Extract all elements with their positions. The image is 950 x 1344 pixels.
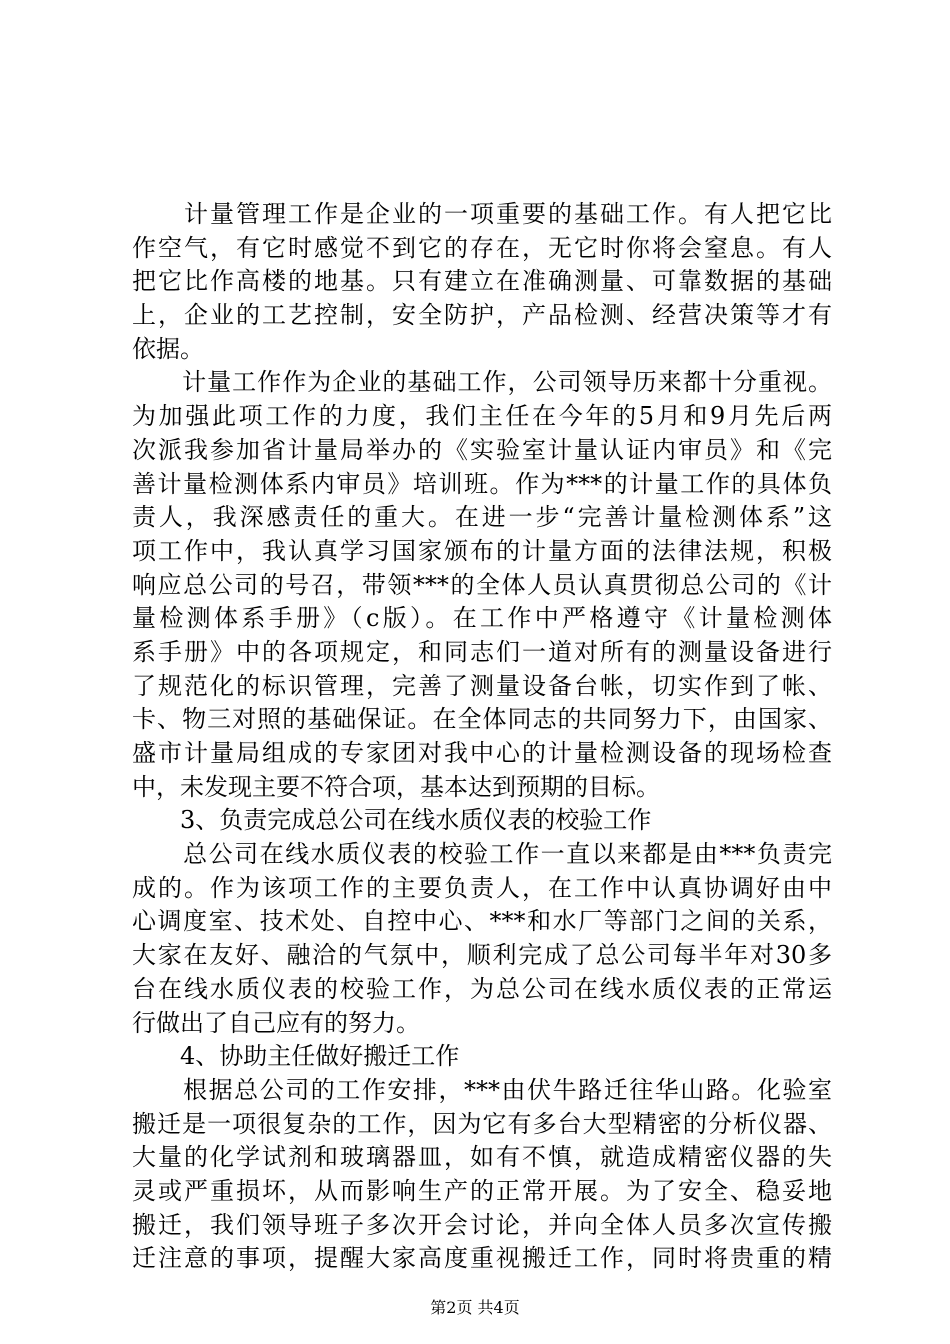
text-line: 行做出了自己应有的努力。 bbox=[132, 1008, 420, 1037]
text-line: 灵或严重损坏，从而影响生产的正常开展。为了安全、稳妥地 bbox=[132, 1176, 832, 1205]
text-line: 量检测体系手册》（c版）。在工作中严格遵守《计量检测体 bbox=[132, 604, 832, 633]
text-line: 为加强此项工作的力度，我们主任在今年的5月和9月先后两 bbox=[132, 402, 832, 431]
text-line: 成的。作为该项工作的主要负责人，在工作中认真协调好由中 bbox=[132, 873, 832, 902]
text-line: 心调度室、技术处、自控中心、***和水厂等部门之间的关系， bbox=[132, 907, 832, 936]
text-line: 中，未发现主要不符合项，基本达到预期的目标。 bbox=[132, 772, 660, 801]
text-line: 把它比作高楼的地基。只有建立在准确测量、可靠数据的基础 bbox=[132, 267, 832, 296]
text-line: 次派我参加省计量局举办的《实验室计量认证内审员》和《完 bbox=[132, 435, 832, 464]
body-text bbox=[132, 198, 832, 1276]
text-line: 善计量检测体系内审员》培训班。作为***的计量工作的具体负 bbox=[132, 469, 832, 498]
text-line: 作空气，有它时感觉不到它的存在，无它时你将会窒息。有人 bbox=[132, 233, 832, 262]
text-line: 大量的化学试剂和玻璃器皿，如有不慎，就造成精密仪器的失 bbox=[132, 1143, 832, 1172]
text-line: 大家在友好、融洽的气氛中，顺利完成了总公司每半年对30多 bbox=[132, 941, 832, 970]
text-line: 迁注意的事项，提醒大家高度重视搬迁工作，同时将贵重的精 bbox=[132, 1244, 832, 1273]
text-line: 搬迁是一项很复杂的工作，因为它有多台大型精密的分析仪器、 bbox=[132, 1109, 832, 1138]
text-line: 了规范化的标识管理，完善了测量设备台帐，切实作到了帐、 bbox=[132, 671, 832, 700]
text-line: 根据总公司的工作安排，***由伏牛路迁往华山路。化验室 bbox=[132, 1075, 832, 1104]
text-line: 依据。 bbox=[132, 334, 204, 363]
text-line: 3、负责完成总公司在线水质仪表的校验工作 bbox=[132, 806, 652, 835]
text-line: 项工作中，我认真学习国家颁布的计量方面的法律法规，积极 bbox=[132, 536, 832, 565]
text-line: 盛市计量局组成的专家团对我中心的计量检测设备的现场检查 bbox=[132, 739, 832, 767]
text-line: 响应总公司的号召，带领***的全体人员认真贯彻总公司的《计 bbox=[132, 570, 832, 599]
text-line: 台在线水质仪表的校验工作，为总公司在线水质仪表的正常运 bbox=[132, 974, 832, 1003]
text-line: 搬迁，我们领导班子多次开会讨论，并向全体人员多次宣传搬 bbox=[132, 1210, 832, 1239]
text-line: 系手册》中的各项规定，和同志们一道对所有的测量设备进行 bbox=[132, 637, 832, 666]
text-line: 责人，我深感责任的重大。在进一步“完善计量检测体系”这 bbox=[132, 503, 832, 532]
text-line: 总公司在线水质仪表的校验工作一直以来都是由***负责完 bbox=[132, 840, 832, 869]
text-line: 4、协助主任做好搬迁工作 bbox=[132, 1042, 460, 1071]
page-footer: 第2页 共4页 bbox=[430, 1298, 520, 1317]
text-line: 上，企业的工艺控制，安全防护，产品检测、经营决策等才有 bbox=[132, 301, 832, 330]
text-line: 计量工作作为企业的基础工作，公司领导历来都十分重视。 bbox=[132, 368, 832, 397]
text-line: 计量管理工作是企业的一项重要的基础工作。有人把它比 bbox=[132, 200, 832, 228]
text-line: 卡、物三对照的基础保证。在全体同志的共同努力下，由国家、 bbox=[132, 705, 832, 734]
